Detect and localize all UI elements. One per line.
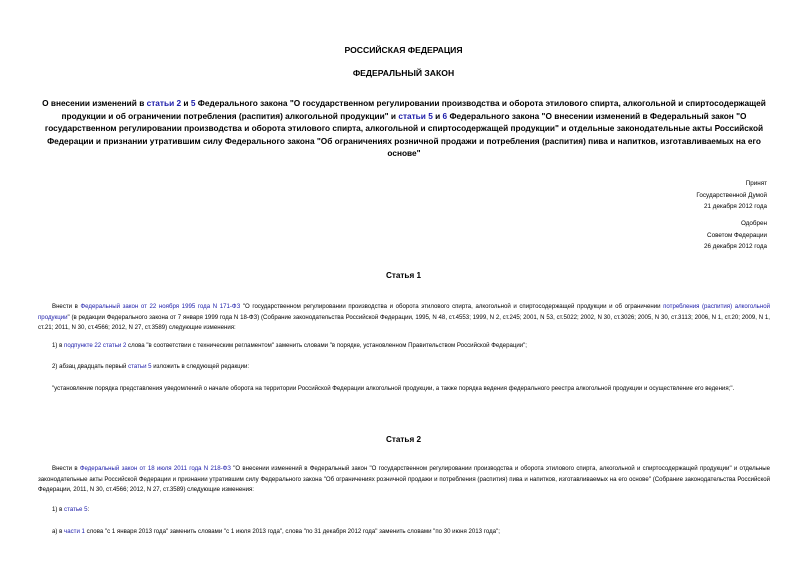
- link-subparagraph-22[interactable]: подпункте 22 статьи 2: [64, 342, 127, 349]
- approved-word: Одобрен: [740, 220, 767, 227]
- link-article-6[interactable]: 6: [442, 110, 448, 121]
- a2-intro-text-3: (Собрание законодательства Российской Федерации, 2011, N 30, ст.4566; 2012, N 27, ст.3589) следующие изменения:: [38, 475, 770, 494]
- a2-item1-text-2: :: [87, 506, 90, 513]
- accepted-body: Государственной Думой: [696, 191, 767, 199]
- a2-itema-text-2: слова "с 1 января 2013 года" заменить словами "с 1 июля 2013 года", слова "по 31 декабря 2012 года" заменить словами "по 30 июня 2013 года";: [84, 528, 500, 535]
- title-text-2: и: [181, 98, 191, 108]
- article-2-item-1: [38, 505, 770, 516]
- article-1-quote: "установление порядка представления уведомлений о начале оборота на территории Российской Федерации алкогольной продукции, а также порядка ведения федерального реестра алкогольной продукции и осуществление его ведения;".: [52, 385, 735, 392]
- article-1-item-1: [38, 341, 770, 352]
- link-law-218-fz[interactable]: Федеральный закон от 18 июля 2011 года N 218-ФЗ: [79, 465, 231, 472]
- link-article-5-second[interactable]: статьи 5: [398, 110, 433, 121]
- a2-item1-text-1: 1) в: [52, 506, 65, 513]
- article-2-intro: [38, 464, 770, 496]
- a1-item1-text-1: 1) в: [52, 342, 65, 349]
- link-article-2[interactable]: статьи 2: [146, 98, 182, 108]
- link-alcohol-consumption[interactable]: потребления (распития) алкогольной продукции: [38, 303, 770, 321]
- title-text-3: Федерального закона "О государственном регулировании производства и оборота этилового спирта, алкогольной и спиртосодержащей продукции и об ограничении потребления (распития) алкогольной продукции" и: [61, 98, 766, 121]
- title-text-5: Федерального закона "О внесении изменений в Федеральный закон "О государственном регулировании производства и оборота этилового спирта, алкогольной и спиртосодержащей продукции" и отдельные законодательные акты Российской Федерации и признании утратившим силу Федерального закона "Об ограничениях розничной продажи и потребления (распития) пива и напитков, изготавливаемых на его основе": [44, 110, 764, 158]
- link-part-1[interactable]: части 1: [64, 528, 85, 535]
- link-law-171-fz[interactable]: Федеральный закон от 22 ноября 1995 года N 171-ФЗ: [80, 303, 241, 310]
- article-2-item-a: [38, 527, 770, 538]
- title-text-1: О внесении изменений в: [42, 98, 147, 108]
- law-title: [38, 97, 770, 160]
- article-2-heading: Статья 2: [385, 435, 422, 444]
- article-1-heading: Статья 1: [385, 271, 422, 280]
- article-1-intro: [38, 302, 770, 334]
- federation-heading: РОССИЙСКАЯ ФЕДЕРАЦИЯ: [344, 45, 463, 55]
- approved-date: 26 декабря 2012 года: [704, 243, 767, 250]
- a1-intro-text-2: "О государственном регулировании производства и оборота этилового спирта, алкогольной и спиртосодержащей продукции и об ограничении: [240, 303, 664, 310]
- a1-item2-text-1: 2) абзац двадцать первый: [52, 363, 129, 370]
- a1-item2-text-2: изложить в следующей редакции:: [151, 363, 250, 370]
- adoption-approved: [704, 218, 767, 253]
- article-1-item-2: [38, 362, 770, 373]
- accepted-word: Принят: [745, 180, 767, 187]
- a1-intro-text-3: " (в редакции Федерального закона от 7 января 1999 года N 18-ФЗ) (Собрание законодательства Российской Федерации, 1995, N 48, ст.4553; 1999, N 2, ст.245; 2001, N 53, ст.5022; 2002, N 30, ст.3026; 2005, N 30, ст.3113; 2006, N 1, ст.20; 2009, N 1, ст.21; 2011, N 30, ст.4566; 2012, N 27, ст.3589) следующие изменения:: [38, 313, 770, 332]
- adoption-accepted: [696, 178, 767, 213]
- link-article-5[interactable]: 5: [190, 98, 196, 108]
- a2-itema-text-1: а) в: [52, 528, 65, 535]
- link-article-5-body[interactable]: статьи 5: [128, 363, 152, 370]
- approved-body: Советом Федерации: [707, 231, 767, 239]
- accepted-date: 21 декабря 2012 года: [704, 203, 767, 210]
- link-article-5-of-218[interactable]: статье 5: [64, 506, 88, 513]
- a1-intro-text-1: Внести в: [52, 303, 81, 310]
- a2-intro-text-2: "О внесении изменений в Федеральный закон "О государственном регулировании производства и оборота этилового спирта, алкогольной и спиртосодержащей продукции" и отдельные законодательные акты Российской Федерации и признании утратившим силу Федерального закона "Об ограничениях розничной продажи и потребления (распития) пива и напитков, изготавливаемых на его основе": [38, 465, 771, 483]
- a1-item1-text-2: слова "в соответствии с техническим регламентом" заменить словами "в порядке, установленном Правительством Российской Федерации";: [126, 342, 528, 349]
- a2-intro-text-1: Внести в: [52, 465, 80, 472]
- law-type-heading: ФЕДЕРАЛЬНЫЙ ЗАКОН: [352, 68, 455, 78]
- title-text-4: и: [432, 110, 443, 121]
